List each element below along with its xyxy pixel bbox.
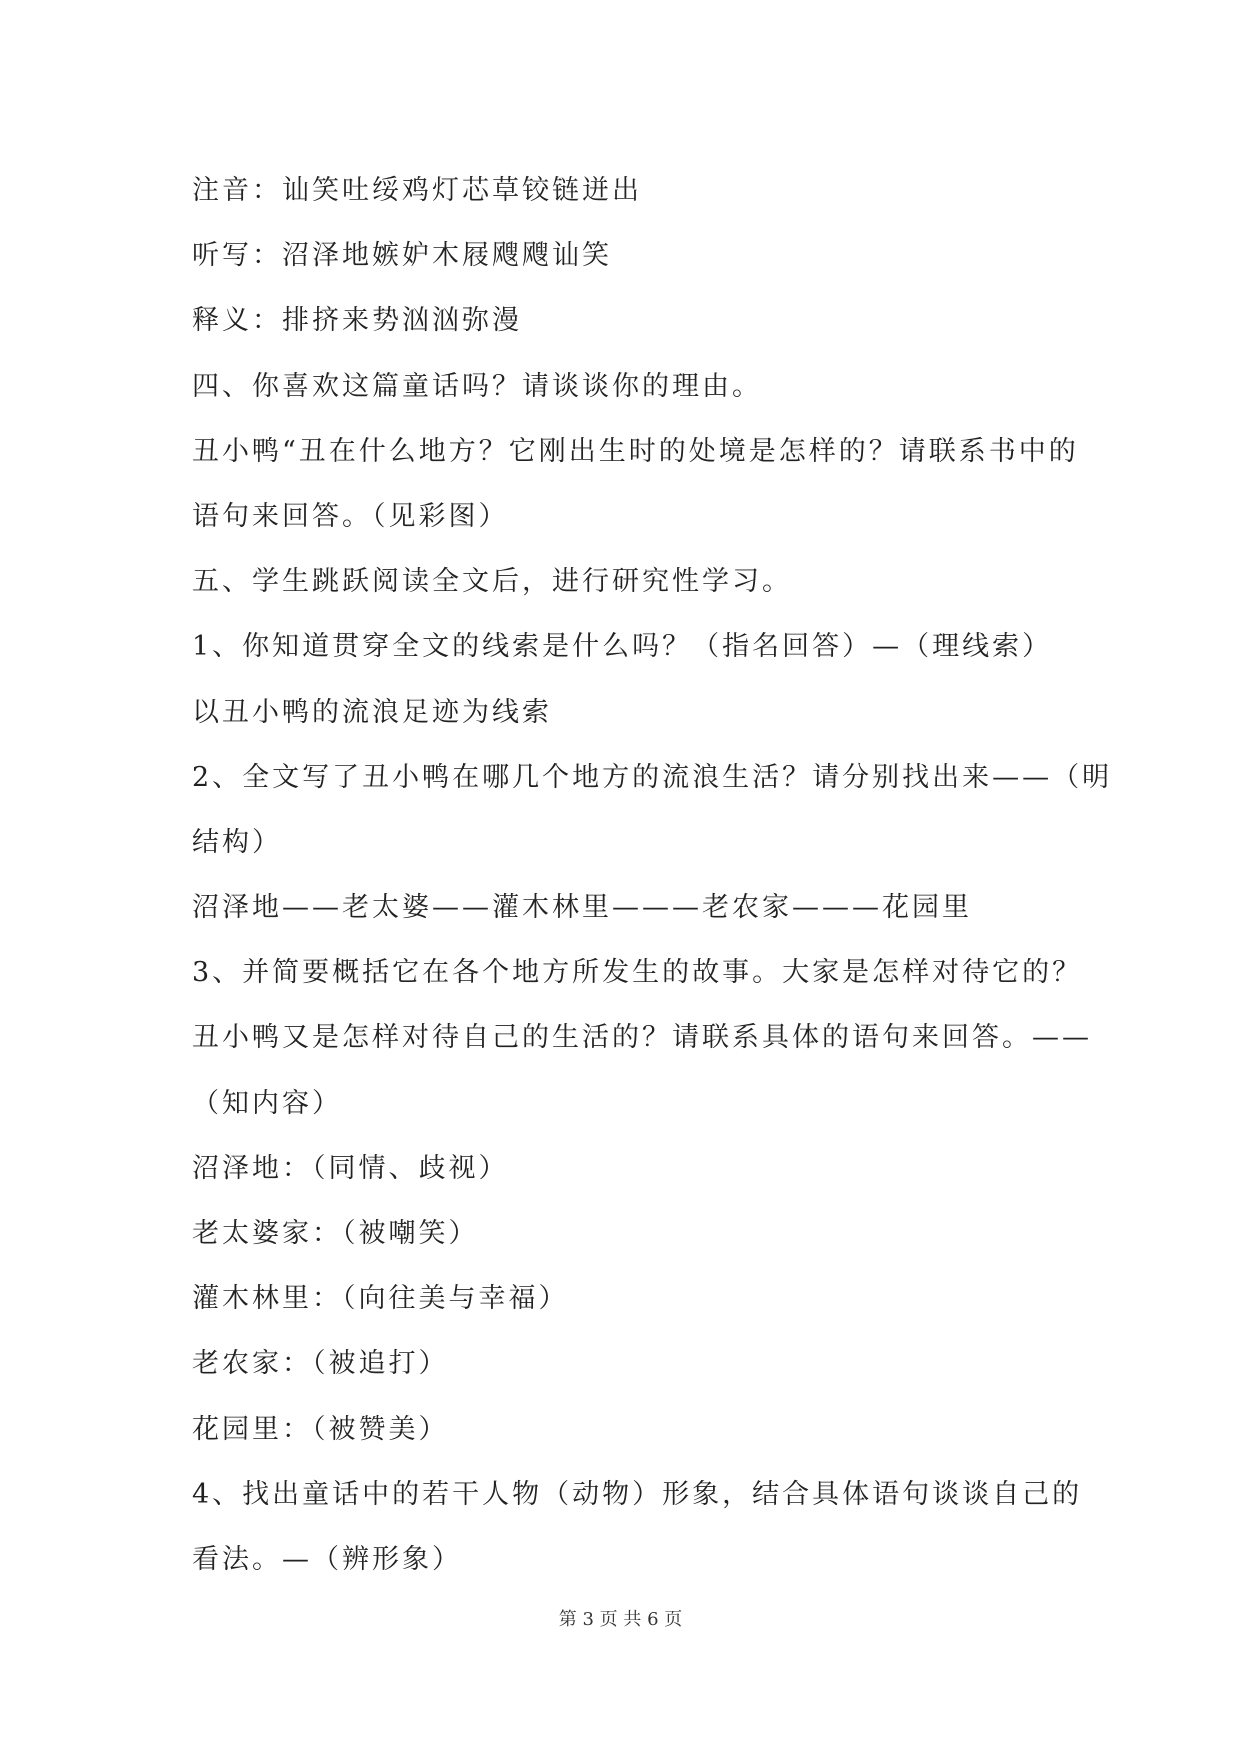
text-line: 听写：沼泽地嫉妒木屐飕飕讪笑	[192, 240, 612, 272]
text-line: 灌木林里：（向往美与幸福）	[192, 1283, 569, 1315]
text-line: 丑小鸭又是怎样对待自己的生活的？请联系具体的语句来回答。——	[192, 1022, 1092, 1054]
text-line: 看法。—（辨形象）	[192, 1543, 462, 1575]
text-line: （知内容）	[192, 1087, 342, 1119]
document-body	[192, 158, 1113, 1592]
text-line: 老农家：（被追打）	[192, 1348, 449, 1380]
section-heading: 四、你喜欢这篇童话吗？请谈谈你的理由。	[192, 370, 762, 402]
question-item: 1、你知道贯穿全文的线索是什么吗？（指名回答）—（理线索）	[192, 631, 1053, 663]
question-item: 2、全文写了丑小鸭在哪几个地方的流浪生活？请分别找出来——（明	[192, 761, 1113, 793]
question-item: 3、并简要概括它在各个地方所发生的故事。大家是怎样对待它的？	[192, 957, 1083, 989]
section-heading: 五、学生跳跃阅读全文后，进行研究性学习。	[192, 566, 792, 598]
text-line: 以丑小鸭的流浪足迹为线索	[192, 696, 552, 728]
question-item: 4、找出童话中的若干人物（动物）形象，结合具体语句谈谈自己的	[192, 1478, 1083, 1510]
page-number: 第 3 页 共 6 页	[558, 1609, 683, 1630]
text-line: 结构）	[192, 826, 282, 858]
text-line: 注音：讪笑吐绥鸡灯芯草铰链迸出	[192, 175, 642, 206]
text-line: 丑小鸭“丑在什么地方？它刚出生时的处境是怎样的？请联系书中的	[192, 435, 1079, 467]
text-line: 花园里：（被赞美）	[192, 1413, 449, 1445]
text-line: 沼泽地：（同情、歧视）	[192, 1152, 509, 1184]
text-line: 老太婆家：（被嘲笑）	[192, 1218, 479, 1249]
text-line: 释义：排挤来势汹汹弥漫	[192, 305, 522, 337]
text-line: 语句来回答。（见彩图）	[192, 500, 509, 532]
text-line: 沼泽地——老太婆——灌木林里———老农家———花园里	[192, 892, 972, 924]
